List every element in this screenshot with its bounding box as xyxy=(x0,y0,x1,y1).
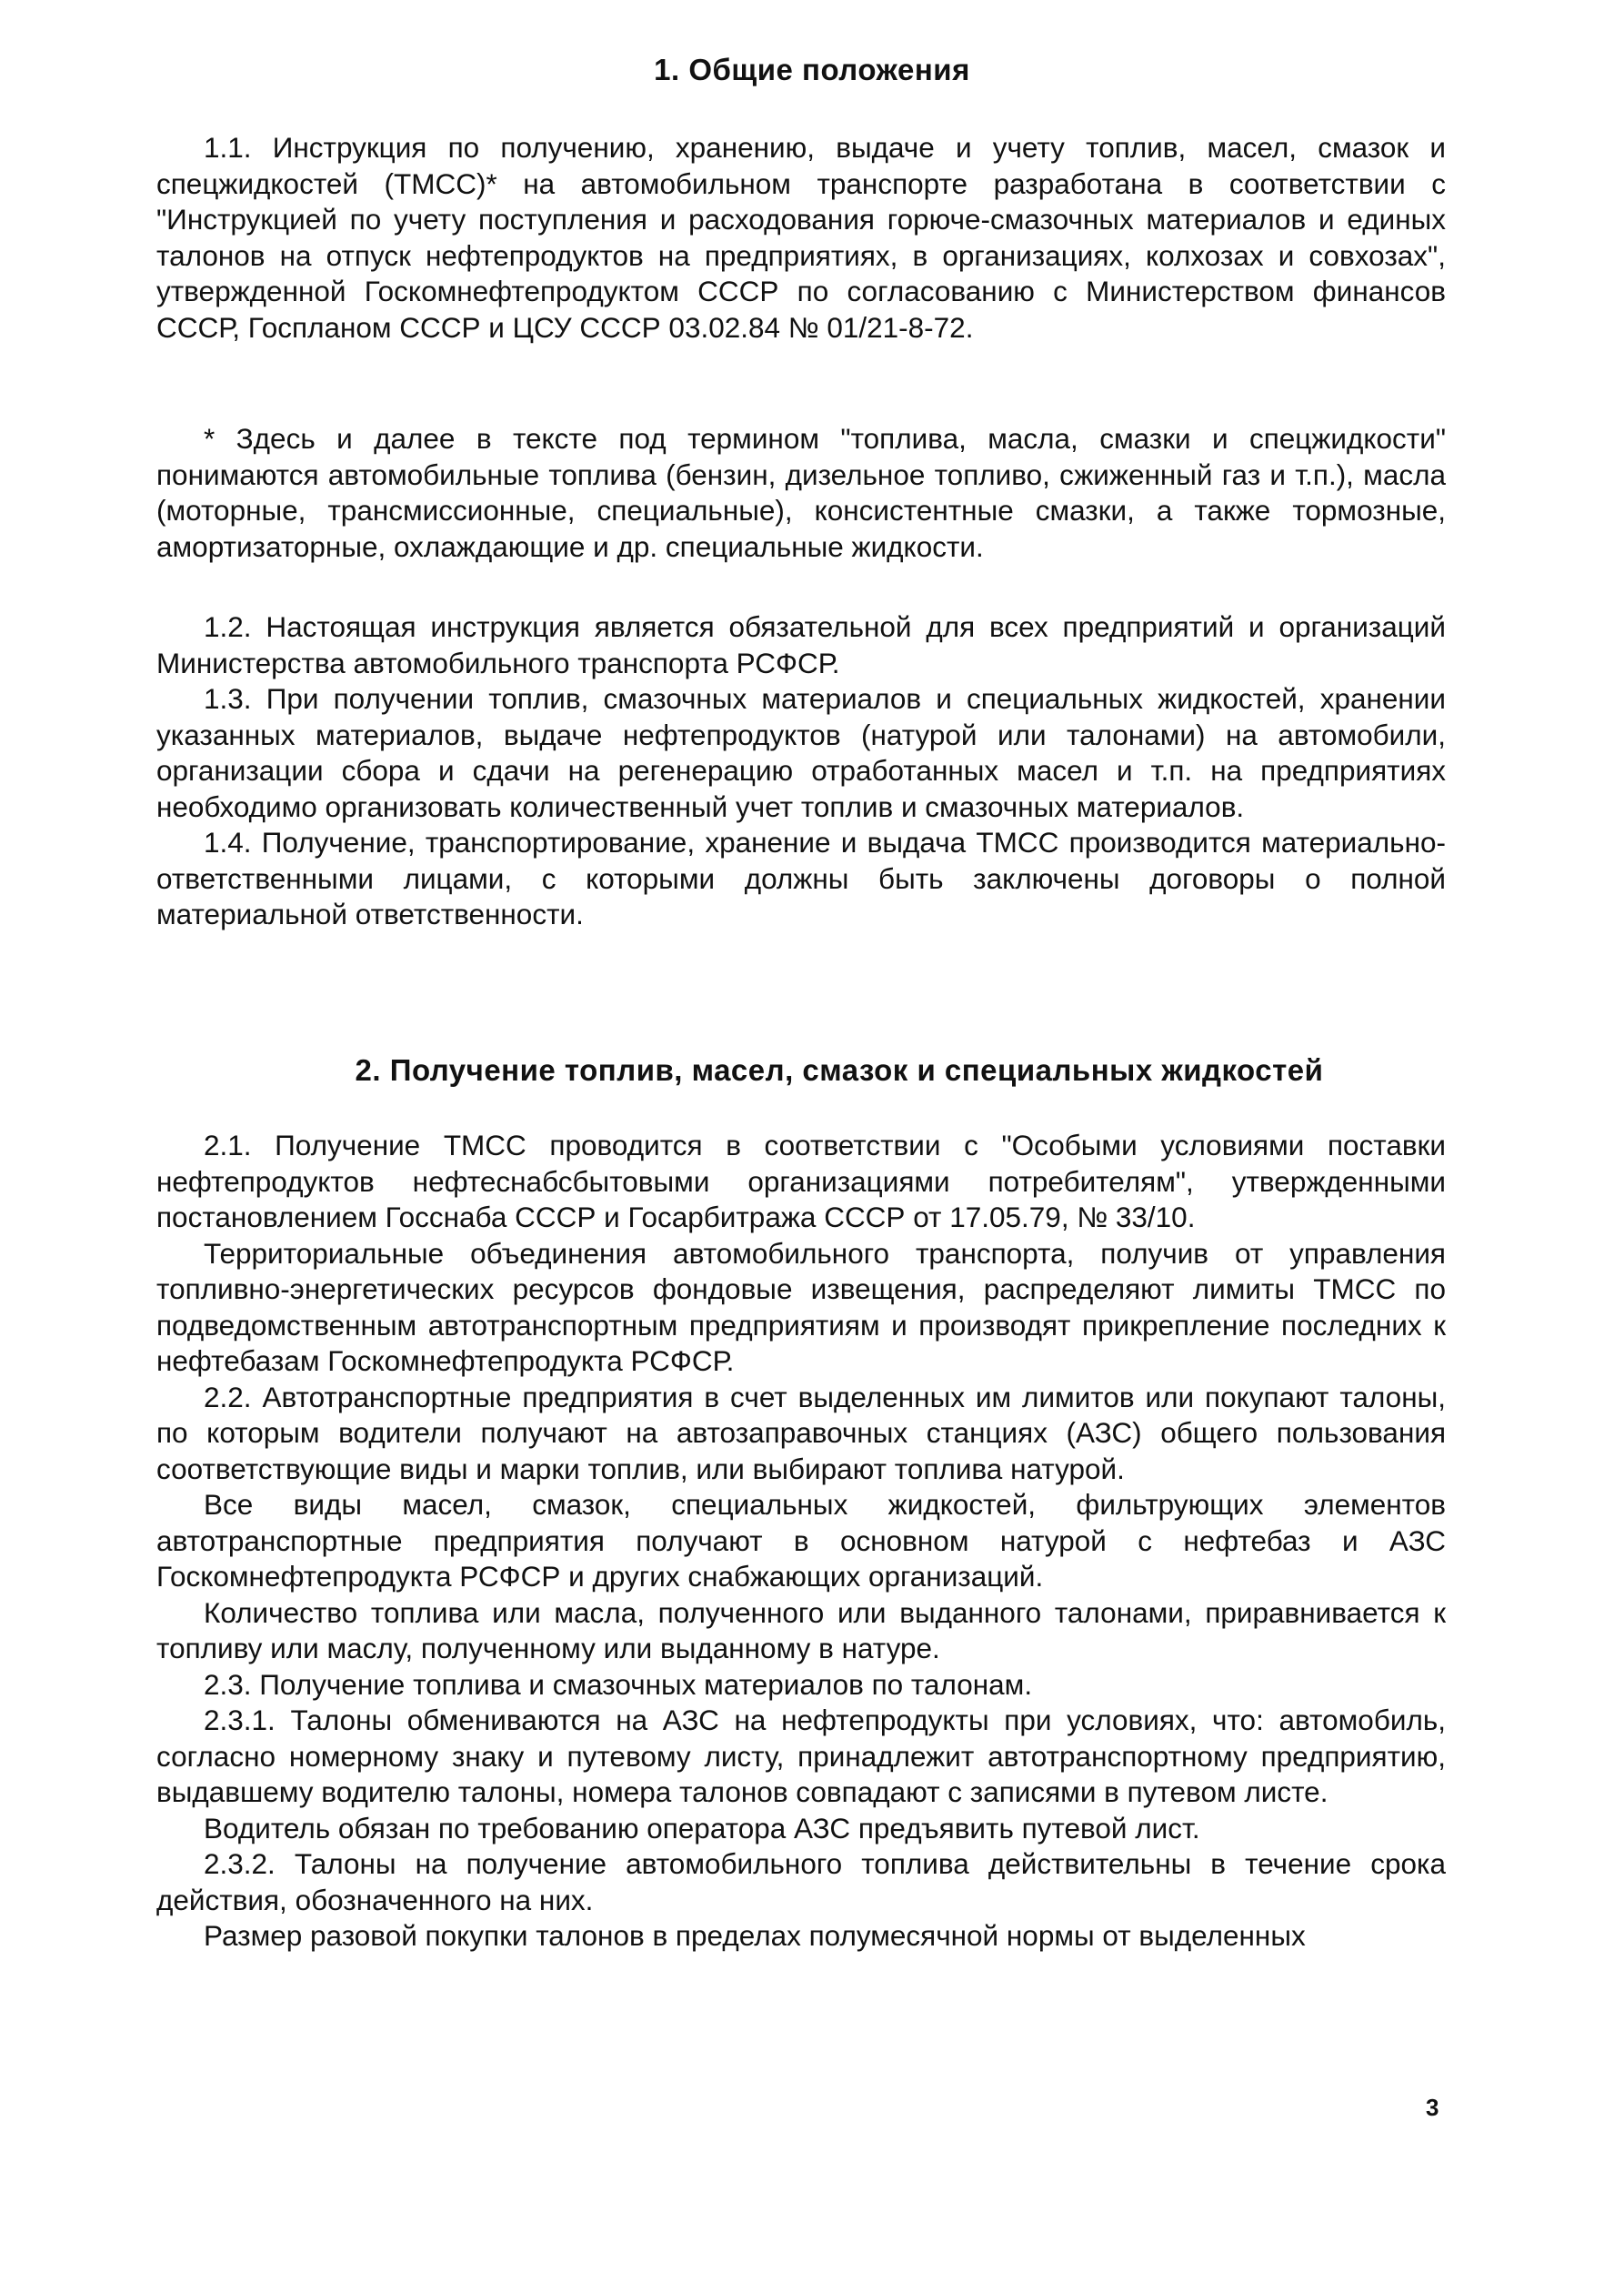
paragraph-size: Размер разовой покупки талонов в пределах полумесячной нормы от выделенных xyxy=(204,1919,1306,1952)
section-2-heading: 2. Получение топлив, масел, смазок и специальных жидкостей xyxy=(355,1053,1324,1087)
section-1-intro xyxy=(156,130,1446,346)
paragraph-2-1: 2.1. Получение ТМСС проводится в соответствии с "Особыми условиями поставки нефтепродуктов нефтеснабсбытовыми организациями потребителям", утвержденными постановлением Госснаба СССР и Госарбитража СССР от 17.05.79, № 33/10. xyxy=(156,1129,1446,1233)
section-1-heading: 1. Общие положения xyxy=(654,53,970,86)
paragraph-2-3-1: 2.3.1. Талоны обмениваются на АЗС на нефтепродукты при условиях, что: автомобиль, согласно номерному знаку и путевому листу, принадлежит автотранспортному предприятию, выдавшему водителю талоны, номера талонов совпадают с записями в путевом листе. xyxy=(156,1704,1446,1808)
section-1-body xyxy=(156,609,1446,933)
footnote-block xyxy=(156,421,1446,565)
paragraph-2-3: 2.3. Получение топлива и смазочных материалов по талонам. xyxy=(204,1667,1033,1701)
paragraph-driver: Водитель обязан по требованию оператора АЗС предъявить путевой лист. xyxy=(204,1811,1200,1845)
paragraph-territorial: Территориальные объединения автомобильного транспорта, получив от управления топливно-энергетических ресурсов фондовые извещения, распределяют лимиты ТМСС по подведомственным автотранспортным предприятиям и производят прикрепление последних к нефтебазам Госкомнефтепродукта РСФСР. xyxy=(156,1236,1446,1377)
paragraph-2-3-2: 2.3.2. Талоны на получение автомобильного топлива действительны в течение срока действия, обозначенного на них. xyxy=(156,1847,1446,1916)
paragraph-1-2: 1.2. Настоящая инструкция является обязательной для всех предприятий и организаций Министерства автомобильного транспорта РСФСР. xyxy=(156,610,1446,679)
section-2-body xyxy=(156,1128,1446,1955)
page-number: 3 xyxy=(1426,2094,1439,2121)
paragraph-1-3: 1.3. При получении топлив, смазочных материалов и специальных жидкостей, хранении указанных материалов, выдаче нефтепродуктов (натурой или талонами) на автомобили, организации сбора и сдачи на регенерацию отработанных масел и т.п. на предприятиях необходимо организовать количественный учет топлив и смазочных материалов. xyxy=(156,682,1446,823)
paragraph-1-4: 1.4. Получение, транспортирование, хранение и выдача ТМСС производится материально-ответственными лицами, с которыми должны быть заключены договоры о полной материальной ответственности. xyxy=(156,826,1446,930)
footnote: * Здесь и далее в тексте под термином "топлива, масла, смазки и спецжидкости" понимаются автомобильные топлива (бензин, дизельное топливо, сжиженный газ и т.п.), масла (моторные, трансмиссионные, специальные), консистентные смазки, а также тормозные, амортизаторные, охлаждающие и др. специальные жидкости. xyxy=(156,422,1446,563)
paragraph-1-1: 1.1. Инструкция по получению, хранению, выдаче и учету топлив, масел, смазок и спецжидкостей (ТМСС)* на автомобильном транспорте разработана в соответствии с "Инструкцией по учету поступления и расходования горюче-смазочных материалов и единых талонов на отпуск нефтепродуктов на предприятиях, в организациях, колхозах и совхозах", утвержденной Госкомнефтепродуктом СССР по согласованию с Министерством финансов СССР, Госпланом СССР и ЦСУ СССР 03.02.84 № 01/21-8-72. xyxy=(156,131,1446,344)
paragraph-2-2: 2.2. Автотранспортные предприятия в счет выделенных им лимитов или покупают талоны, по которым водители получают на автозаправочных станциях (АЗС) общего пользования соответствующие виды и марки топлив, или выбирают топлива натурой. xyxy=(156,1380,1446,1485)
paragraph-all-types: Все виды масел, смазок, специальных жидкостей, фильтрующих элементов автотранспортные предприятия получают в основном натурой с нефтебаз и АЗС Госкомнефтепродукта РСФСР и других снабжающих организаций. xyxy=(156,1488,1446,1593)
paragraph-quantity: Количество топлива или масла, полученного или выданного талонами, приравнивается к топливу или маслу, полученному или выданному в натуре. xyxy=(156,1595,1446,1664)
